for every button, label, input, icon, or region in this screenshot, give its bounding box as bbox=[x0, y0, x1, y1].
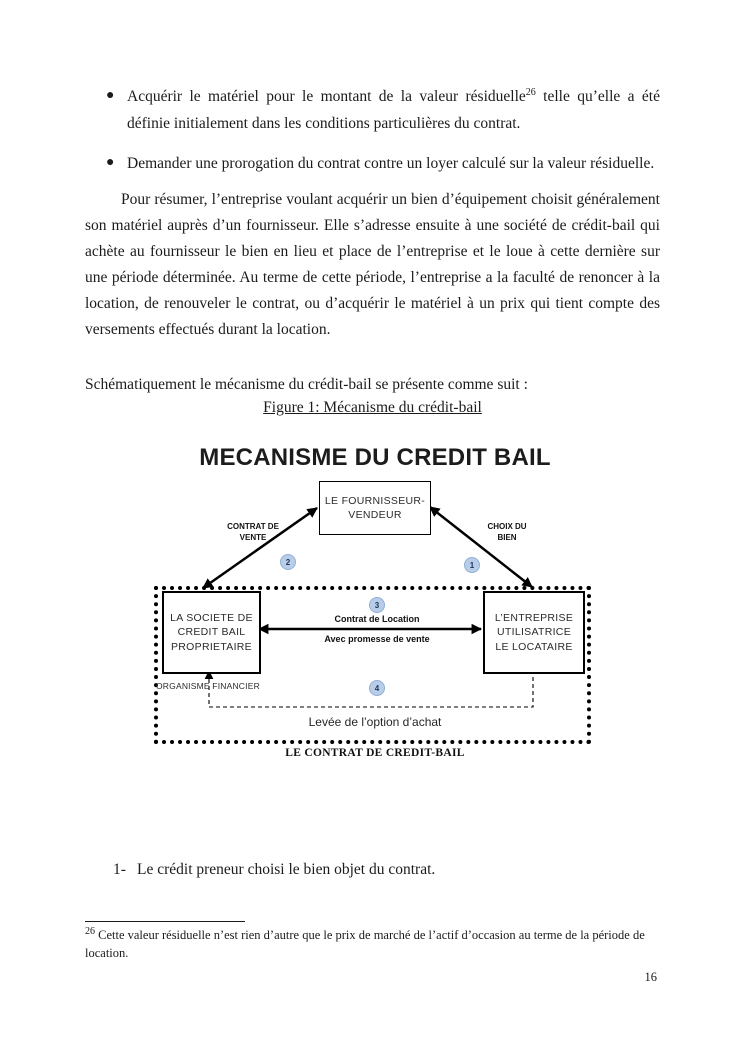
option-exercise-label: Levée de l’option d’achat bbox=[308, 715, 442, 729]
bullet-item-prorogation bbox=[106, 150, 660, 177]
footnote-text: Cette valeur résiduelle n’est rien d’autre que le prix de marché de l’actif d’occasion au terme de la période de location. bbox=[85, 928, 645, 960]
lessor-box-line: CREDIT BAIL bbox=[177, 626, 246, 639]
leasing-company-box bbox=[162, 591, 261, 674]
arrow-choice-of-good bbox=[430, 507, 532, 587]
step-badge-1: 1 bbox=[464, 557, 480, 573]
lessee-box-line: UTILISATRICE bbox=[497, 626, 571, 639]
schema-intro-line: Schématiquement le mécanisme du crédit-bail se présente comme suit : bbox=[85, 376, 528, 393]
lessor-box-line: PROPRIETAIRE bbox=[170, 640, 252, 653]
user-company-box bbox=[483, 591, 585, 674]
supplier-vendor-box bbox=[319, 481, 431, 535]
arrow-sale-contract bbox=[203, 508, 317, 588]
bullet-item-residual-value bbox=[106, 83, 660, 137]
financial-organism-label: ORGANISME FINANCIER bbox=[156, 681, 260, 691]
lessee-box-line: LE LOCATAIRE bbox=[495, 640, 573, 653]
step-badge-4: 4 bbox=[369, 680, 385, 696]
summary-paragraph: Pour résumer, l’entreprise voulant acquérir un bien d’équipement choisit généralement son matériel auprès d’un fournisseur. Elle s’adresse ensuite à une société de crédit-bail qui achète au fournisseur le bien en lieu et place de l’entreprise et le loue à cette dernière sur une période déterminée. Au terme de cette période, l’entreprise a la faculté de renoncer à la location, de renouveler le contrat, ou d’acquérir le matériel à un prix qui tient compte des versements effectués durant la location. bbox=[85, 191, 660, 338]
numbered-list-item-1 bbox=[113, 861, 660, 879]
bullet-icon: ● bbox=[106, 155, 115, 170]
sale-contract-label bbox=[215, 522, 291, 543]
sale-promise-label: Avec promesse de vente bbox=[324, 634, 430, 644]
lessee-box-line: L’ENTREPRISE bbox=[494, 611, 574, 624]
choice-of-good-label bbox=[469, 522, 545, 543]
bullet-text-continued: telle qu’elle a été définie initialement dans les conditions particulières du contrat. bbox=[127, 88, 660, 132]
choice-label-line: BIEN bbox=[497, 532, 517, 542]
footnote-separator bbox=[85, 921, 245, 922]
bullet-icon: ● bbox=[106, 88, 115, 103]
supplier-box-line: VENDEUR bbox=[348, 509, 402, 521]
lessor-box-line: LA SOCIETE DE bbox=[170, 611, 253, 624]
choice-label-line: CHOIX DU bbox=[487, 522, 527, 531]
page-number: 16 bbox=[644, 970, 657, 984]
figure-caption: Figure 1: Mécanisme du crédit-bail bbox=[263, 399, 482, 416]
diagram-title: MECANISME DU CREDIT BAIL bbox=[199, 444, 551, 471]
list-item-marker: 1- bbox=[113, 861, 126, 878]
credit-bail-diagram bbox=[145, 444, 605, 766]
step-badge-2: 2 bbox=[280, 554, 296, 570]
bullet-text: Acquérir le matériel pour le montant de la valeur résiduelle bbox=[127, 88, 526, 105]
bullet-text: Demander une prorogation du contrat contre un loyer calculé sur la valeur résiduelle. bbox=[127, 155, 655, 172]
list-item-text: Le crédit preneur choisi le bien objet du contrat. bbox=[137, 861, 436, 878]
rental-contract-label: Contrat de Location bbox=[334, 614, 420, 624]
supplier-box-line: LE FOURNISSEUR- bbox=[324, 494, 426, 507]
footnote-reference: 26 bbox=[525, 86, 536, 98]
contract-frame-caption: LE CONTRAT DE CREDIT-BAIL bbox=[285, 747, 465, 759]
footnote-26 bbox=[85, 927, 665, 962]
footnote-number: 26 bbox=[85, 925, 95, 937]
sale-contract-label-line: CONTRAT DE bbox=[227, 522, 279, 531]
sale-contract-label-line: VENTE bbox=[239, 532, 267, 542]
step-badge-3: 3 bbox=[369, 597, 385, 613]
